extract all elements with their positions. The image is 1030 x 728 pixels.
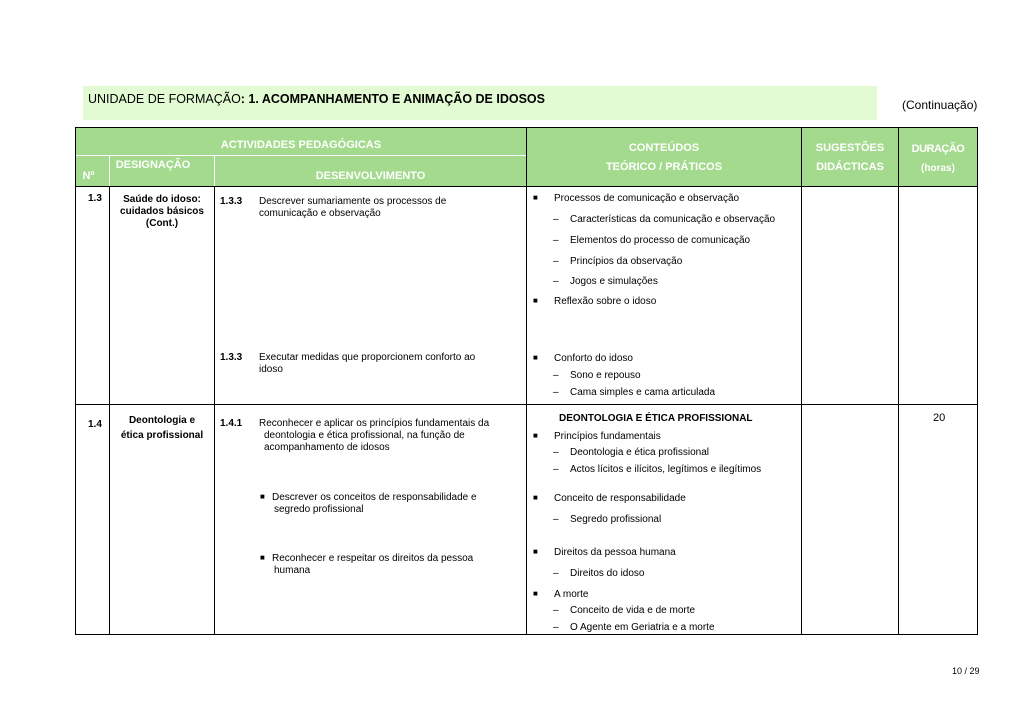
row13-content1a: Características da comunicação e observação bbox=[570, 214, 776, 225]
row13-content3a: Sono e repouso bbox=[570, 370, 641, 381]
header-num bbox=[76, 156, 109, 186]
unit-title-bar bbox=[83, 86, 877, 120]
header-separator bbox=[109, 156, 110, 186]
bullet-icon: ■ bbox=[260, 553, 265, 562]
row14-content3a: Direitos do idoso bbox=[570, 568, 645, 579]
column-rule bbox=[898, 128, 899, 634]
bullet-icon: ■ bbox=[533, 193, 538, 202]
header-development-label: DESENVOLVIMENTO bbox=[315, 170, 426, 182]
header-activities bbox=[76, 128, 526, 155]
bullet-icon: ■ bbox=[533, 547, 538, 556]
dash-icon: – bbox=[553, 447, 559, 458]
header-development bbox=[215, 156, 526, 186]
row13-activity2-number: 1.3.3 bbox=[220, 352, 243, 363]
bullet-icon: ■ bbox=[533, 589, 538, 598]
dash-icon: – bbox=[553, 387, 559, 398]
header-num-label: Nº bbox=[82, 170, 95, 182]
header-duration bbox=[899, 128, 977, 186]
row14-activity1-line1: Reconhecer e aplicar os princípios fundamentais da bbox=[259, 418, 490, 429]
row13-content3b: Cama simples e cama articulada bbox=[570, 387, 716, 398]
row14-content4b: O Agente em Geriatria e a morte bbox=[570, 622, 715, 633]
column-rule bbox=[526, 128, 527, 634]
column-rule bbox=[214, 186, 215, 634]
dash-icon: – bbox=[553, 235, 559, 246]
row14-designation-line1: Deontologia e bbox=[128, 415, 196, 426]
bullet-icon: ■ bbox=[533, 296, 538, 305]
row13-activity2-line1: Executar medidas que proporcionem conforto ao bbox=[259, 352, 476, 363]
row13-activity1-line1: Descrever sumariamente os processos de bbox=[259, 196, 447, 207]
row13-content1: Processos de comunicação e observação bbox=[554, 193, 740, 204]
header-separator bbox=[76, 155, 526, 156]
row14-activity1-line2: deontologia e ética profissional, na função de bbox=[264, 430, 465, 441]
row13-activity2-line2: idoso bbox=[259, 364, 283, 375]
continuation-label: (Continuação) bbox=[902, 98, 978, 112]
curriculum-table bbox=[75, 127, 978, 635]
row13-content1c: Princípios da observação bbox=[570, 256, 683, 267]
header-contents bbox=[527, 128, 801, 186]
row14-sub2-line1: Reconhecer e respeitar os direitos da pessoa bbox=[272, 553, 474, 564]
header-contents-line2: TEÓRICO / PRÁTICOS bbox=[605, 161, 723, 173]
row14-content1b: Actos lícitos e ilícitos, legítimos e ilegítimos bbox=[570, 464, 762, 475]
row13-content3: Conforto do idoso bbox=[554, 353, 633, 364]
dash-icon: – bbox=[553, 568, 559, 579]
dash-icon: – bbox=[553, 370, 559, 381]
header-designation-label: DESIGNAÇÃO bbox=[115, 159, 191, 171]
header-contents-line1: CONTEÚDOS bbox=[628, 142, 700, 154]
row14-sub1-line1: Descrever os conceitos de responsabilidade e bbox=[272, 492, 477, 503]
bullet-icon: ■ bbox=[260, 492, 265, 501]
bullet-icon: ■ bbox=[533, 431, 538, 440]
dash-icon: – bbox=[553, 605, 559, 616]
dash-icon: – bbox=[553, 464, 559, 475]
bullet-icon: ■ bbox=[533, 353, 538, 362]
dash-icon: – bbox=[553, 256, 559, 267]
header-suggestions-line2: DIDÁCTICAS bbox=[816, 161, 884, 173]
row14-activity1-line3: acompanhamento de idosos bbox=[264, 442, 390, 453]
dash-icon: – bbox=[553, 622, 559, 633]
unit-title bbox=[88, 92, 545, 106]
header-duration-line2: (horas) bbox=[921, 163, 955, 174]
header-suggestions-line1: SUGESTÕES bbox=[815, 142, 885, 154]
row14-num: 1.4 bbox=[88, 419, 102, 430]
header-activities-label: ACTIVIDADES PEDAGÓGICAS bbox=[220, 139, 382, 151]
page-number: 10 / 29 bbox=[952, 666, 980, 676]
row14-content1a: Deontologia e ética profissional bbox=[570, 447, 709, 458]
dash-icon: – bbox=[553, 276, 559, 287]
row14-contents-heading: DEONTOLOGIA E ÉTICA PROFISSIONAL bbox=[559, 413, 753, 424]
row14-sub1-line2: segredo profissional bbox=[274, 504, 364, 515]
row13-designation-line3: (Cont.) bbox=[145, 218, 179, 229]
row14-duration: 20 bbox=[933, 412, 946, 424]
row14-content4a: Conceito de vida e de morte bbox=[570, 605, 696, 616]
row14-content2: Conceito de responsabilidade bbox=[554, 493, 686, 504]
row14-activity1-number: 1.4.1 bbox=[220, 418, 243, 429]
unit-title-main: : 1. ACOMPANHAMENTO E ANIMAÇÃO DE IDOSOS bbox=[240, 92, 545, 106]
row13-content1d: Jogos e simulações bbox=[570, 276, 658, 287]
header-duration-line1: DURAÇÃO bbox=[911, 143, 965, 155]
row13-designation-line2: cuidados básicos bbox=[120, 206, 204, 217]
header-suggestions bbox=[802, 128, 898, 186]
row14-sub2-line2: humana bbox=[274, 565, 311, 576]
bullet-icon: ■ bbox=[533, 493, 538, 502]
row13-designation-line1: Saúde do idoso: bbox=[123, 194, 201, 205]
column-rule bbox=[801, 128, 802, 634]
row13-content2: Reflexão sobre o idoso bbox=[554, 296, 657, 307]
row14-designation-line2: ética profissional bbox=[120, 430, 204, 441]
row13-activity1-number: 1.3.3 bbox=[220, 196, 243, 207]
dash-icon: – bbox=[553, 514, 559, 525]
row13-activity1-line2: comunicação e observação bbox=[259, 208, 381, 219]
row14-content4: A morte bbox=[554, 589, 589, 600]
row14-content2a: Segredo profissional bbox=[570, 514, 662, 525]
row14-content3: Direitos da pessoa humana bbox=[554, 547, 676, 558]
column-rule bbox=[109, 186, 110, 634]
header-designation bbox=[110, 156, 214, 186]
row14-content1: Princípios fundamentais bbox=[554, 431, 661, 442]
row-rule bbox=[76, 404, 977, 405]
row13-num: 1.3 bbox=[88, 193, 102, 204]
dash-icon: – bbox=[553, 214, 559, 225]
row13-content1b: Elementos do processo de comunicação bbox=[570, 235, 751, 246]
header-separator bbox=[214, 156, 215, 186]
unit-title-prefix: UNIDADE DE FORMAÇÃO bbox=[88, 92, 241, 106]
